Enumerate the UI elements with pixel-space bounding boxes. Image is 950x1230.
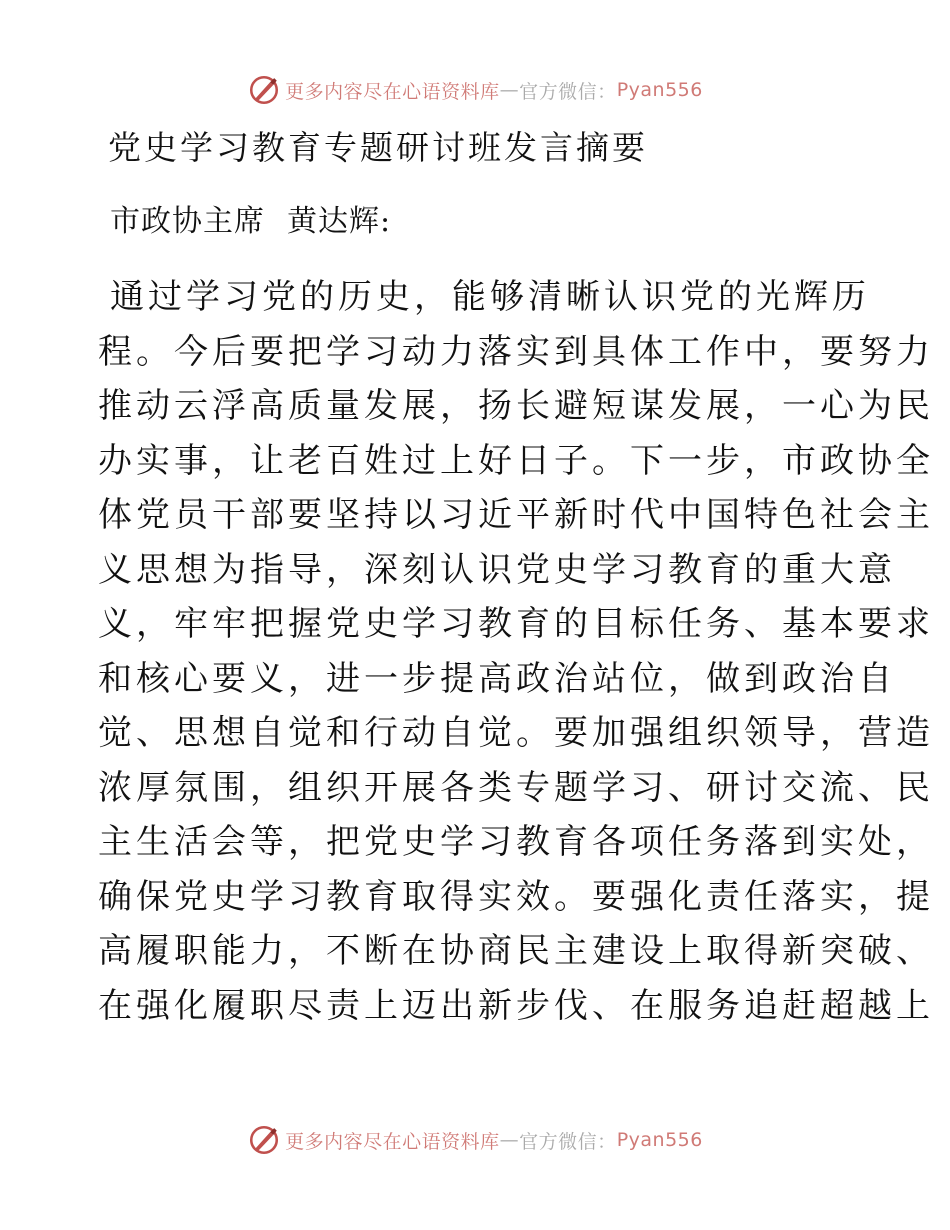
footer-watermark <box>0 1120 950 1160</box>
pen-circle-logo-icon <box>247 1123 281 1157</box>
watermark-main-text: 更多内容尽在心语资料库 <box>285 1130 500 1153</box>
watermark-text <box>285 77 703 104</box>
watermark-official-text: 官方微信： <box>519 1130 617 1153</box>
watermark-id-text: Pyan556 <box>616 79 703 101</box>
body-line: 体党员干部要坚持以习近平新时代中国特色社会主 <box>98 495 934 535</box>
header-watermark <box>0 70 950 110</box>
watermark-dash: — <box>499 79 520 101</box>
watermark-text <box>285 1127 703 1154</box>
body-line: 觉、思想自觉和行动自觉。要加强组织领导，营造 <box>98 713 934 753</box>
body-line: 和核心要义，进一步提高政治站位，做到政治自 <box>98 658 896 699</box>
body-line: 通过学习党的历史，能够清晰认识党的光辉历 <box>110 277 870 317</box>
body-line: 确保党史学习教育取得实效。要强化责任落实，提 <box>98 876 934 917</box>
body-line: 主生活会等，把党史学习教育各项任务落到实处， <box>98 822 934 862</box>
body-line: 义，牢牢把握党史学习教育的目标任务、基本要求 <box>98 604 934 644</box>
speaker-name: 黄达辉: <box>287 204 392 239</box>
document-title: 党史学习教育专题研讨班发言摘要 <box>108 128 648 167</box>
watermark-official-text: 官方微信： <box>519 80 617 103</box>
body-line: 办实事，让老百姓过上好日子。下一步，市政协全 <box>98 440 934 481</box>
body-paragraph <box>98 270 934 1033</box>
body-line: 义思想为指导，深刻认识党史学习教育的重大意 <box>98 549 896 590</box>
body-line: 浓厚氛围，组织开展各类专题学习、研讨交流、民 <box>98 767 934 808</box>
speaker-role: 市政协主席 <box>110 204 265 239</box>
watermark-main-text: 更多内容尽在心语资料库 <box>285 80 500 103</box>
watermark-dash: — <box>499 1129 520 1151</box>
body-line: 推动云浮高质量发展，扬长避短谋发展，一心为民 <box>98 386 934 426</box>
speaker-line <box>110 198 391 246</box>
pen-circle-logo-icon <box>247 73 281 107</box>
watermark-id-text: Pyan556 <box>616 1129 703 1151</box>
body-line: 程。今后要把学习动力落实到具体工作中，要努力 <box>98 331 934 372</box>
body-line: 在强化履职尽责上迈出新步伐、在服务追赶超越上 <box>98 985 934 1026</box>
body-line: 高履职能力，不断在协商民主建设上取得新突破、 <box>98 931 934 971</box>
